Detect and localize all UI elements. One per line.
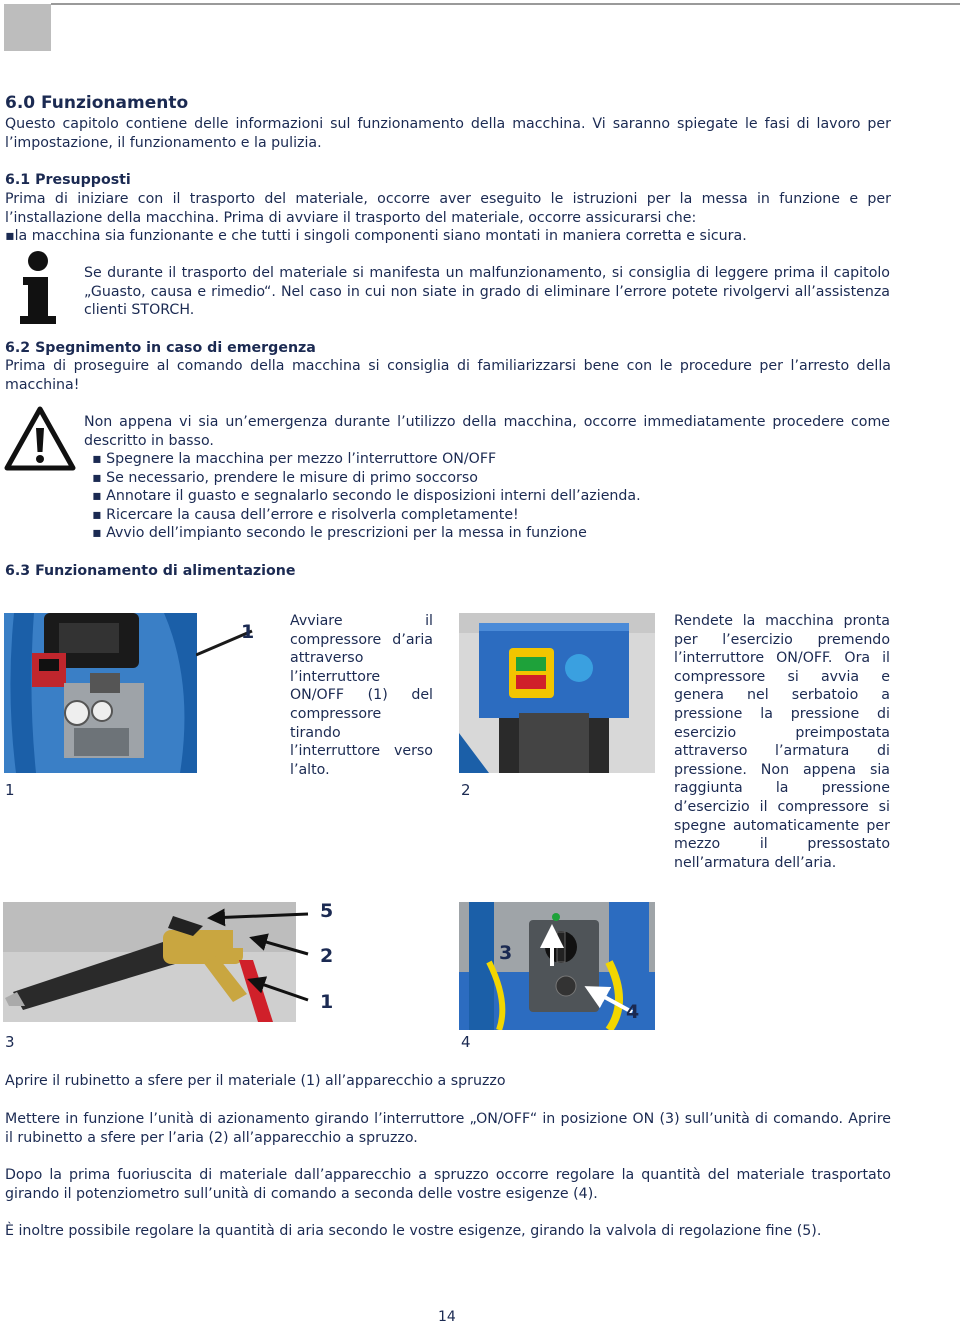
list-item: ▪ Spegnere la macchina per mezzo l’interruttore ON/OFF [92, 451, 497, 467]
fig3-caption: 3 [5, 1033, 15, 1051]
photo-compressor [4, 613, 197, 773]
callout-arrows-fig4 [540, 916, 640, 1016]
list-item: ▪ Se necessario, prendere le misure di primo soccorso [92, 469, 478, 486]
paragraph: Aprire il rubinetto a sfere per il materiale (1) all’apparecchio a spruzzo [5, 1073, 506, 1089]
header-rule [51, 3, 960, 5]
header-tab [4, 4, 51, 51]
list-item: ▪ Annotare il guasto e segnalarlo secondo le disposizioni interni dell’azienda. [92, 488, 641, 505]
fig2-text: Rendete la macchina pronta per l’esercizio premendo l’interruttore ON/OFF. Ora il compressore si avvia e genera nel serbatoio a pressione la pressione di esercizio preimpostata attraverso l’armatura di pressione. Non appena sia raggiunta la pressione d’esercizio il compressore si spegne automaticamente per mezzo il pressostato nell’armatura dell’aria. [674, 613, 890, 871]
photo-control-unit [459, 613, 655, 773]
paragraph: È inoltre possibile regolare la quantità di aria secondo le vostre esigenze, girando la valvola di regolazione fine (5). [5, 1223, 822, 1239]
list-item: ▪ Ricercare la causa dell’errore e risolverla completamente! [92, 506, 519, 523]
s61-bullet: ▪la macchina sia funzionante e che tutti i singoli componenti siano montati in maniera corretta e sicura. [5, 228, 747, 244]
fig2-caption: 2 [461, 781, 471, 799]
section-title: 6.0 Funzionamento [5, 93, 189, 113]
warning-text: Non appena vi sia un’emergenza durante l’utilizzo della macchina, occorre immediatamente procedere come descritto in basso. [84, 414, 890, 449]
fig4-caption: 4 [461, 1033, 471, 1051]
fig3-callout-1: 1 [320, 991, 334, 1013]
s62-text: Prima di proseguire al comando della macchina si consiglia di familiarizzarsi bene con le procedure per l’arresto della macchina! [5, 358, 891, 393]
fig3-callout-5: 5 [320, 900, 334, 922]
paragraph: Mettere in funzione l’unità di azionamento girando l’interruttore „ON/OFF“ in posizione ON (3) sull’unità di comando. Aprire il rubinetto a sfere per l’aria (2) all’apparecchio a spruzzo. [5, 1111, 891, 1146]
s62-title: 6.2 Spegnimento in caso di emergenza [5, 340, 316, 356]
fig1-caption: 1 [5, 781, 15, 799]
callout-arrows-fig3 [180, 902, 310, 1022]
list-item: ▪ Avvio dell’impianto secondo le prescrizioni per la messa in funzione [92, 525, 587, 542]
intro-text: Questo capitolo contiene delle informazioni sul funzionamento della macchina. Vi saranno spiegate le fasi di lavoro per l’impostazione, il funzionamento e la pulizia. [5, 116, 891, 151]
s61-text: Prima di iniziare con il trasporto del materiale, occorre aver eseguito le istruzioni per la messa in funzione e per l’installazione della macchina. Prima di avviare il trasporto del materiale, occorre assicurarsi che: [5, 191, 891, 226]
info-icon [18, 250, 60, 325]
fig3-callout-2: 2 [320, 945, 334, 967]
s61-title: 6.1 Presupposti [5, 172, 131, 188]
warning-icon [4, 406, 76, 472]
info-note: Se durante il trasporto del materiale si manifesta un malfunzionamento, si consiglia di leggere prima il capitolo „Guasto, causa e rimedio“. Nel caso in cui non siate in grado di eliminare l’errore potete rivolgervi all’assistenza clienti STORCH. [84, 265, 890, 319]
emergency-bullets [92, 450, 641, 543]
fig1-text: Avviare il compressore d’aria attraverso l’interruttore ON/OFF (1) del compressore tirando l’interruttore verso l’alto. [290, 613, 433, 778]
paragraph: Dopo la prima fuoriuscita di materiale dall’apparecchio a spruzzo occorre regolare la quantità del materiale trasportato girando il potenziometro sull’unità di comando a seconda delle vostre esigenze (4). [5, 1167, 891, 1202]
fig4-callout-4: 4 [626, 1001, 640, 1023]
fig1-callout: 1 [241, 621, 255, 643]
fig4-callout-3: 3 [499, 942, 513, 964]
s63-title: 6.3 Funzionamento di alimentazione [5, 563, 296, 579]
page-number: 14 [438, 1309, 456, 1324]
